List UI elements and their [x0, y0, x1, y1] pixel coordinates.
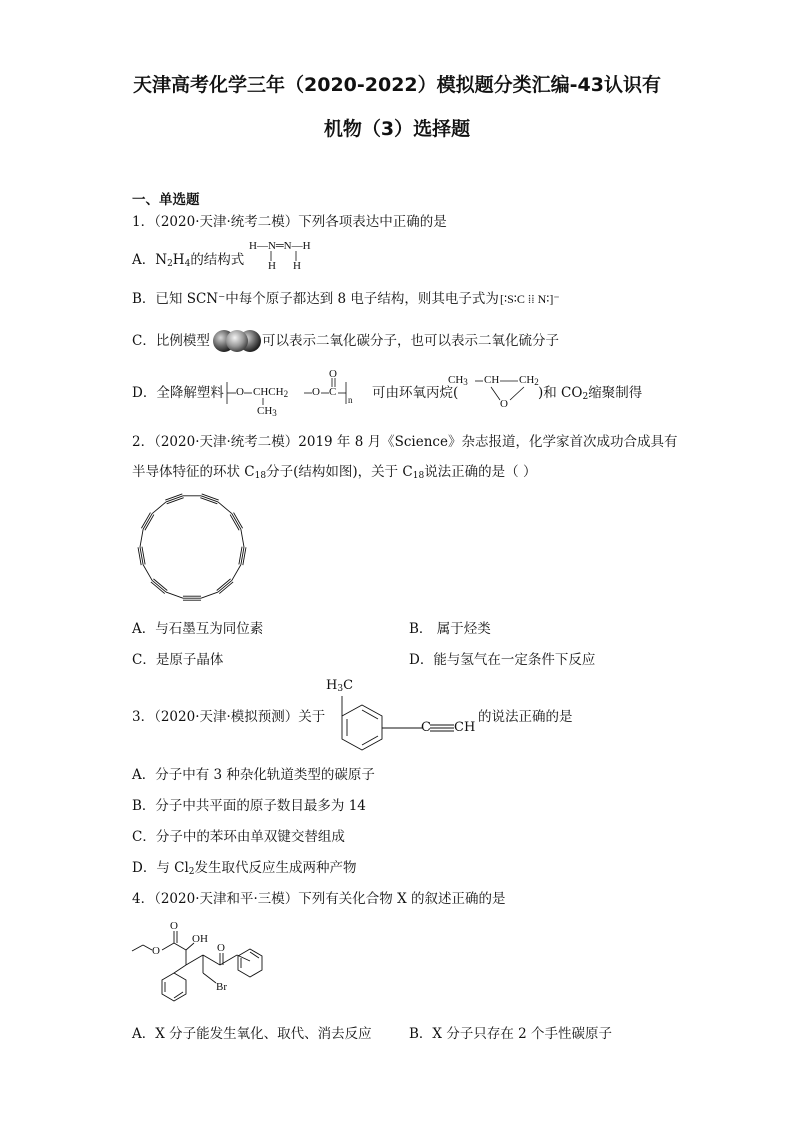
- triple-bond-line: [143, 514, 152, 530]
- single-bond-line: [218, 502, 232, 514]
- q3-structure: [322, 676, 478, 756]
- epox-o: O: [500, 398, 508, 410]
- q3-stem-post: 的说法正确的是: [478, 709, 573, 725]
- q2-stem-line1: 2．（2020·天津·统考二模）2019 年 8 月《Science》杂志报道，化学家首次成功合成具有: [132, 434, 678, 450]
- q1-a-post: 的结构式: [190, 252, 245, 268]
- q1-option-a: [132, 251, 244, 269]
- q3-option-d: D．与 $Cl_2$发生取代反应生成两种产物: [132, 860, 357, 877]
- page-title-line2: 机物（3）选择题: [323, 118, 471, 140]
- polymer-ch: $CHCH_2$: [253, 386, 289, 399]
- epox-ch: CH: [484, 374, 500, 386]
- q3-option-c: C．分子中的苯环由单双键交替组成: [132, 829, 345, 845]
- single-bond-line: [241, 529, 244, 547]
- q2-stem-line2: 半导体特征的环状 $C_{18}$分子(结构如图)，关于 $C_{18}$说法正确的是（ ）: [132, 464, 537, 481]
- polymer-c: C: [329, 386, 337, 398]
- c18-ring-structure: [130, 490, 260, 605]
- single-bond-line: [143, 565, 152, 581]
- q2-option-c: C．是原子晶体: [132, 652, 224, 668]
- triple-bond-line: [152, 580, 166, 592]
- q3-ch: CH: [454, 720, 476, 735]
- triple-bond-line: [234, 513, 243, 529]
- q1-a-structure-h1: H: [268, 260, 276, 272]
- q1-option-d-mid: 可由环氧丙烷(: [372, 385, 459, 401]
- q2-option-b: B． 属于烃类: [409, 621, 491, 637]
- q1-option-c-post: 可以表示二氧化碳分子，也可以表示二氧化硫分子: [262, 333, 559, 349]
- q1-option-d-post: )和 $CO_2$缩聚制得: [538, 385, 643, 402]
- q1-a-sub2: 4: [184, 259, 191, 269]
- q1-a-mid: H: [172, 252, 185, 268]
- triple-bond-line: [218, 580, 232, 592]
- polymer-ch3: $CH_3$: [257, 405, 277, 418]
- triple-bond-line: [153, 579, 167, 591]
- q1-a-pre: A．N: [132, 252, 168, 268]
- single-bond-line: [201, 592, 218, 598]
- q2-option-d: D．能与氢气在一定条件下反应: [409, 652, 596, 668]
- single-bond-line: [232, 565, 241, 581]
- triple-bond-line: [151, 582, 165, 594]
- page-title: 天津高考化学三年（2020-2022）模拟题分类汇编-43认识有: [133, 74, 661, 96]
- compound-x-oh: OH: [192, 933, 208, 945]
- q3-option-b: B．分子中共平面的原子数目最多为 14: [132, 798, 366, 814]
- triple-bond-line: [141, 513, 150, 529]
- q4-option-a: A．X 分子能发生氧化、取代、消去反应: [132, 1026, 372, 1042]
- q1-b-electron-formula: [∶S∶C ⁞⁞ N∶]⁻: [500, 292, 560, 306]
- q4-stem: 4．（2020·天津和平·三模）下列有关化合物 X 的叙述正确的是: [132, 891, 506, 907]
- q3-option-a: A．分子中有 3 种杂化轨道类型的碳原子: [132, 767, 375, 783]
- q4-option-b: B．X 分子只存在 2 个手性碳原子: [409, 1026, 612, 1042]
- polymer-o2: O: [312, 386, 320, 398]
- triple-bond-line: [217, 579, 231, 591]
- single-bond-line: [152, 502, 166, 514]
- q1-option-c-pre: C．比例模型: [132, 333, 210, 349]
- q3-c: C: [421, 720, 431, 735]
- compound-x-structure: [130, 915, 280, 1015]
- compound-x-br: Br: [216, 981, 227, 993]
- q3-stem-pre: 3．（2020·天津·模拟预测）关于: [132, 709, 326, 725]
- single-bond-line: [140, 529, 143, 547]
- propylene-oxide-structure: [448, 370, 540, 416]
- q1-stem: 1．（2020·天津·统考二模）下列各项表达中正确的是: [132, 214, 447, 230]
- polymer-n: n: [348, 395, 353, 405]
- q1-a-structure-top: H—N═N—H: [249, 240, 311, 252]
- q2-option-a: A．与石墨互为同位素: [132, 621, 264, 637]
- q1-option-d-pre: D．全降解塑料: [132, 385, 224, 401]
- q1-option-b: B．已知 SCN⁻中每个原子都达到 8 电子结构，则其电子式为: [132, 291, 499, 307]
- compound-x-o-carbonyl: O: [170, 920, 178, 932]
- space-filling-model-icon: [212, 328, 262, 354]
- epox-ch3: $CH_3$: [448, 374, 468, 387]
- q3-h3c: $H_3C$: [326, 678, 354, 694]
- polymer-o1: O: [236, 386, 244, 398]
- triple-bond-line: [230, 515, 239, 531]
- triple-bond-line: [232, 514, 241, 530]
- q1-a-structure-bonds: [265, 250, 305, 264]
- section-heading: 一、单选题: [132, 192, 200, 208]
- triple-bond-line: [219, 582, 233, 594]
- epox-ch2: $CH_2$: [519, 374, 539, 387]
- triple-bond-line: [145, 515, 154, 531]
- polymer-structure: [222, 368, 370, 418]
- single-bond-line: [166, 592, 183, 598]
- compound-x-o-ester: O: [152, 945, 160, 957]
- polymer-carbonyl-o: O: [329, 368, 337, 380]
- q1-a-structure-h2: H: [293, 260, 301, 272]
- q1-a-sub: 2: [167, 259, 173, 269]
- compound-x-o-ketone: O: [217, 942, 225, 954]
